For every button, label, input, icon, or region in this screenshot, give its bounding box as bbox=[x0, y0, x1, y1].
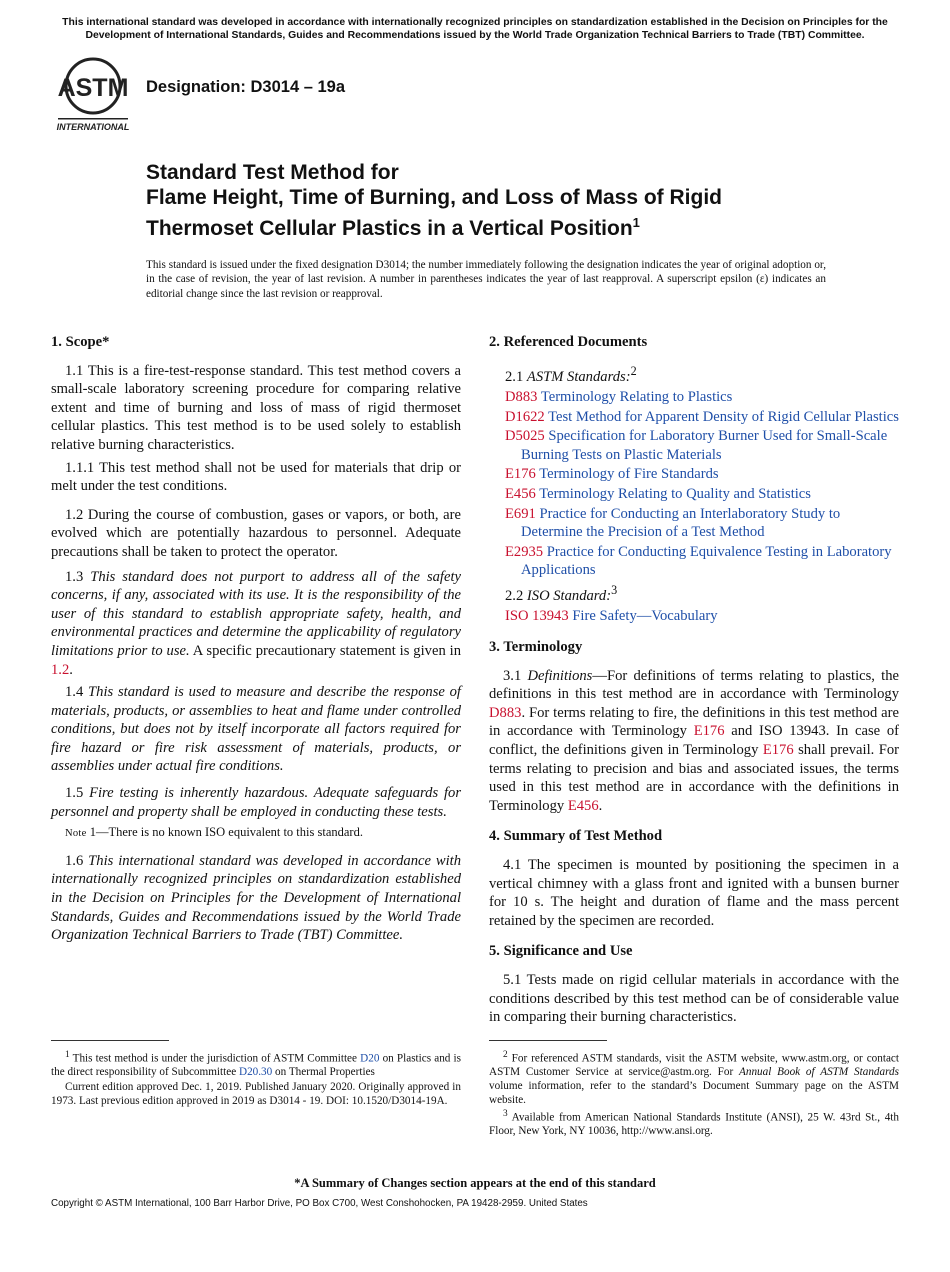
note-1: Note 1—There is no known ISO equivalent to this standard. bbox=[65, 825, 363, 840]
copyright: Copyright © ASTM International, 100 Barr Harbor Drive, PO Box C700, West Conshohocken, PA 19428-2959. United States bbox=[51, 1198, 588, 1209]
footnote-divider-left bbox=[51, 1040, 169, 1041]
para-1-4: 1.4 This standard is used to measure and describe the response of materials, products, or assemblies to heat and flame under controlled conditions, but does not by itself incorporate all factors required for fire hazard or fire risk assessment of materials, products, or assemblies under actual fire conditions. bbox=[51, 684, 461, 775]
reference-title-link[interactable]: Specification for Laboratory Burner Used for Small-Scale Burning Tests on Plastic Materials bbox=[521, 428, 888, 463]
designation: Designation: D3014 – 19a bbox=[146, 78, 345, 96]
footnote-divider-right bbox=[489, 1040, 607, 1041]
para-4-1: 4.1 The specimen is mounted by positioning the specimen in a vertical chimney with a glass front and ignited with a bunsen burner for 10 s. The height and duration of flame and the mass percent retained by the specimen are recorded. bbox=[489, 856, 899, 929]
para-1-5: 1.5 Fire testing is inherently hazardous. Adequate safeguards for personnel and property shall be employed in conducting these tests. bbox=[51, 785, 461, 820]
para-5-1: 5.1 Tests made on rigid cellular materials in accordance with the conditions described by this test method can be of considerable value in comparing their burning characteristics. bbox=[489, 971, 899, 1026]
section-heading-terminology: 3. Terminology bbox=[489, 639, 583, 656]
reference-title-link[interactable]: Terminology of Fire Standards bbox=[539, 466, 719, 483]
reference-title-link[interactable]: Practice for Conducting an Interlaboratory Study to Determine the Precision of a Test Method bbox=[521, 505, 841, 541]
reference-code-link[interactable]: E691 bbox=[505, 505, 536, 522]
reference-title-link[interactable]: Test Method for Apparent Density of Rigid Cellular Plastics bbox=[548, 408, 899, 425]
reference-title-link[interactable]: Terminology Relating to Plastics bbox=[540, 389, 733, 406]
reference-item bbox=[505, 465, 899, 484]
para-1-2: 1.2 During the course of combustion, gases or vapors, or both, are evolved which are potentially hazardous to personnel. Adequate precautions shall be taken to protect the operator. bbox=[51, 506, 461, 560]
link-e456[interactable]: E456 bbox=[567, 797, 599, 814]
reference-code-link[interactable]: D883 bbox=[505, 389, 538, 406]
reference-title-link[interactable]: Terminology Relating to Quality and Statistics bbox=[539, 486, 811, 503]
left-column bbox=[51, 333, 461, 949]
reference-title-link[interactable]: Practice for Conducting Equivalence Testing in Laboratory Applications bbox=[521, 543, 892, 579]
link-d883[interactable]: D883 bbox=[489, 704, 522, 721]
footnote-3: $^3$ Available from American National Standards Institute (ANSI), 25 W. 43rd St., 4th Floor, New York, NY 10036, http://www.ansi.org. bbox=[489, 1109, 899, 1138]
para-1-6: 1.6 This international standard was developed in accordance with internationally recognized principles on standardization established in the Decision on Principles for the Development of International Standards, Guides and Recommendations issued by the World Trade Organization Technical Barriers to Trade (TBT) Committee. bbox=[51, 852, 462, 944]
astm-logo bbox=[52, 56, 134, 134]
section-heading-referenced-documents: 2. Referenced Documents bbox=[489, 334, 648, 350]
title-line-1: Standard Test Method for bbox=[146, 161, 399, 184]
reference-code-link[interactable]: D5025 bbox=[505, 428, 545, 445]
link-1-2[interactable]: 1.2 bbox=[51, 661, 70, 678]
title-line-3: Thermoset Cellular Plastics in a Vertical Position$^1$ bbox=[146, 215, 640, 240]
reference-code-link[interactable]: E2935 bbox=[505, 543, 544, 560]
iso-standard-label: 2.2 ISO Standard:$^3$ bbox=[505, 582, 618, 604]
reference-item bbox=[505, 485, 899, 504]
footnotes-left bbox=[51, 1049, 461, 1109]
link-e176-2[interactable]: E176 bbox=[762, 742, 794, 758]
title-line-2: Flame Height, Time of Burning, and Loss of Mass of Rigid bbox=[146, 186, 722, 209]
right-column bbox=[489, 333, 899, 1031]
reference-code-link[interactable]: E176 bbox=[505, 466, 536, 483]
footnotes-right bbox=[489, 1049, 899, 1140]
reference-item bbox=[505, 388, 899, 407]
summary-of-changes-notice: *A Summary of Changes section appears at the end of this standard bbox=[294, 1176, 656, 1190]
para-1-1-1: 1.1.1 This test method shall not be used for materials that drip or melt under the test conditions. bbox=[51, 459, 461, 495]
reference-code-link[interactable]: E456 bbox=[505, 486, 536, 503]
top-notice: This international standard was developed in accordance with internationally recognized principles on standardization established in the Decision on Principles for the Development of International Standards, Guides and Recommendations issued by the World Trade Organization Technical Barriers to Trade (TBT) Committee. bbox=[62, 17, 888, 41]
footnote-1-edition: Current edition approved Dec. 1, 2019. Published January 2020. Originally approved in 1973. Last previous edition approved in 2019 as D3014 - 19. DOI: 10.1520/D3014-19A. bbox=[51, 1080, 461, 1107]
reference-item bbox=[505, 408, 899, 427]
link-d20[interactable]: D20 bbox=[360, 1052, 380, 1065]
astm-standards-label: 2.1 ASTM Standards:$^2$ bbox=[505, 363, 637, 385]
reference-title-link[interactable]: Fire Safety—Vocabulary bbox=[572, 608, 718, 625]
reference-code-link[interactable]: D1622 bbox=[505, 408, 545, 425]
section-heading-scope: 1. Scope* bbox=[51, 334, 110, 350]
astm-reference-list bbox=[489, 388, 899, 580]
para-1-1: 1.1 This is a fire-test-response standard. This test method covers a small-scale laboratory screening procedure for comparing relative extent and time of burning and loss of mass of rigid thermoset cellular plastics. This test method is to be used solely to establish relative burning characteristics. bbox=[51, 362, 461, 453]
link-d20-30[interactable]: D20.30 bbox=[238, 1066, 273, 1079]
link-e176[interactable]: E176 bbox=[693, 723, 725, 740]
reference-item bbox=[505, 607, 899, 626]
footnote-2: $^2$ For referenced ASTM standards, visit the ASTM website, www.astm.org, or contact ASTM Customer Service at service@astm.org. For Annual Book of ASTM Standards volume information, refer to the standard’s Document Summary page on the ASTM website. bbox=[489, 1050, 899, 1106]
astm-logo-icon bbox=[52, 56, 134, 134]
iso-reference-list bbox=[489, 607, 899, 626]
logo-subtext: INTERNATIONAL bbox=[56, 122, 130, 132]
issued-note: This standard is issued under the fixed designation D3014; the number immediately following the designation indicates the year of original adoption or, in the case of revision, the year of last revision. A number in parentheses indicates the year of last reapproval. A superscript epsilon (ε) indicates an editorial change since the last revision or reapproval. bbox=[146, 259, 826, 300]
para-1-3: 1.3 This standard does not purport to address all of the safety concerns, if any, associated with its use. It is the responsibility of the user of this standard to establish appropriate safety, health, and environmental practices and determine the applicability of regulatory limitations prior to use. A specific precautionary statement is given in 1.2. bbox=[51, 568, 461, 678]
title-footnote-ref[interactable]: 1 bbox=[632, 215, 640, 230]
reference-code-link[interactable]: ISO 13943 bbox=[505, 608, 569, 625]
para-3-1: 3.1 Definitions—For definitions of terms relating to plastics, the definitions in this test method are in accordance with Terminology D883. For terms relating to fire, the definitions in this test method are in accordance with Terminology E176 and ISO 13943. In case of conflict, the definitions given in Terminology E176 shall prevail. For terms relating to precision and bias and associated issues, the terms used in this test method are in accordance with the definitions in Terminology E456. bbox=[489, 667, 899, 814]
section-heading-summary: 4. Summary of Test Method bbox=[489, 828, 663, 845]
document-title bbox=[146, 160, 866, 241]
reference-item bbox=[505, 543, 899, 580]
reference-item bbox=[505, 505, 899, 542]
logo-text: ASTM bbox=[57, 74, 129, 102]
section-heading-significance: 5. Significance and Use bbox=[489, 943, 633, 960]
footnote-1: $^1$ This test method is under the jurisdiction of ASTM Committee D20 on Plastics and is the direct responsibility of Subcommittee D20.30 on Thermal Properties bbox=[51, 1050, 462, 1079]
reference-item bbox=[505, 427, 899, 464]
